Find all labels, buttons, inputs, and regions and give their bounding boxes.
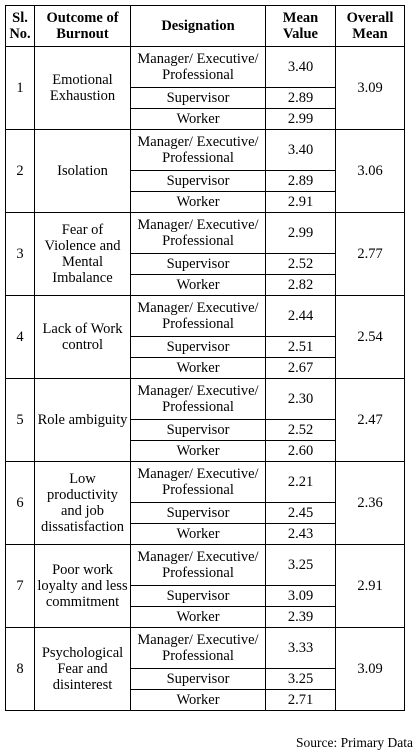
mean-value-cell: 3.25 — [266, 669, 336, 690]
designation-cell: Supervisor — [131, 420, 266, 441]
outcome-cell: Low productivity and job dissatisfaction — [35, 462, 131, 545]
overall-mean-cell: 2.47 — [336, 379, 405, 462]
mean-value-cell: 2.44 — [266, 296, 336, 337]
designation-cell: Manager/ Executive/ Professional — [131, 296, 266, 337]
overall-mean-cell: 2.91 — [336, 545, 405, 628]
table-row — [6, 47, 405, 88]
overall-mean-cell: 2.54 — [336, 296, 405, 379]
mean-value-cell: 2.39 — [266, 607, 336, 628]
designation-cell: Supervisor — [131, 171, 266, 192]
designation-cell: Manager/ Executive/ Professional — [131, 213, 266, 254]
outcome-cell: Psychological Fear and disinterest — [35, 628, 131, 711]
designation-cell: Worker — [131, 275, 266, 296]
designation-cell: Worker — [131, 109, 266, 130]
mean-value-cell: 2.99 — [266, 109, 336, 130]
overall-mean-cell: 3.06 — [336, 130, 405, 213]
header-row — [6, 6, 405, 47]
header-designation: Designation — [131, 6, 266, 47]
mean-value-cell: 2.52 — [266, 254, 336, 275]
mean-value-cell: 2.67 — [266, 358, 336, 379]
mean-value-cell: 2.51 — [266, 337, 336, 358]
mean-value-cell: 2.99 — [266, 213, 336, 254]
table-row — [6, 545, 405, 586]
designation-cell: Worker — [131, 192, 266, 213]
designation-cell: Manager/ Executive/ Professional — [131, 462, 266, 503]
mean-value-cell: 3.09 — [266, 586, 336, 607]
designation-cell: Supervisor — [131, 503, 266, 524]
outcome-cell: Poor work loyalty and less commitment — [35, 545, 131, 628]
overall-mean-cell: 3.09 — [336, 628, 405, 711]
designation-cell: Worker — [131, 690, 266, 711]
designation-cell: Worker — [131, 358, 266, 379]
table-row — [6, 296, 405, 337]
mean-value-cell: 3.25 — [266, 545, 336, 586]
designation-cell: Manager/ Executive/ Professional — [131, 545, 266, 586]
mean-value-cell: 3.40 — [266, 130, 336, 171]
outcome-cell: Lack of Work control — [35, 296, 131, 379]
designation-cell: Supervisor — [131, 669, 266, 690]
header-sl-no: Sl. No. — [6, 6, 35, 47]
table-row — [6, 379, 405, 420]
mean-value-cell: 2.82 — [266, 275, 336, 296]
sl-no-cell: 5 — [6, 379, 35, 462]
sl-no-cell: 8 — [6, 628, 35, 711]
sl-no-cell: 3 — [6, 213, 35, 296]
designation-cell: Supervisor — [131, 254, 266, 275]
designation-cell: Supervisor — [131, 337, 266, 358]
source-note: Source: Primary Data — [296, 735, 413, 750]
designation-cell: Worker — [131, 524, 266, 545]
table-row — [6, 462, 405, 503]
table-header — [6, 6, 405, 47]
designation-cell: Manager/ Executive/ Professional — [131, 47, 266, 88]
mean-value-cell: 2.60 — [266, 441, 336, 462]
mean-value-cell: 2.89 — [266, 88, 336, 109]
mean-value-cell: 2.52 — [266, 420, 336, 441]
outcome-cell: Role ambiguity — [35, 379, 131, 462]
designation-cell: Manager/ Executive/ Professional — [131, 379, 266, 420]
table-row — [6, 213, 405, 254]
sl-no-cell: 4 — [6, 296, 35, 379]
overall-mean-cell: 2.36 — [336, 462, 405, 545]
mean-value-cell: 2.30 — [266, 379, 336, 420]
mean-value-cell: 2.21 — [266, 462, 336, 503]
outcome-cell: Fear of Violence and Mental Imbalance — [35, 213, 131, 296]
designation-cell: Worker — [131, 441, 266, 462]
designation-cell: Worker — [131, 607, 266, 628]
mean-value-cell: 2.89 — [266, 171, 336, 192]
table-row — [6, 130, 405, 171]
sl-no-cell: 6 — [6, 462, 35, 545]
outcome-cell: Emotional Exhaustion — [35, 47, 131, 130]
sl-no-cell: 1 — [6, 47, 35, 130]
mean-value-cell: 2.43 — [266, 524, 336, 545]
mean-value-cell: 2.91 — [266, 192, 336, 213]
header-overall-mean: Overall Mean — [336, 6, 405, 47]
table-body — [6, 47, 405, 711]
header-mean-value: Mean Value — [266, 6, 336, 47]
mean-value-cell: 2.71 — [266, 690, 336, 711]
header-outcome: Outcome of Burnout — [35, 6, 131, 47]
mean-value-cell: 3.33 — [266, 628, 336, 669]
designation-cell: Manager/ Executive/ Professional — [131, 628, 266, 669]
table-row — [6, 628, 405, 669]
sl-no-cell: 2 — [6, 130, 35, 213]
sl-no-cell: 7 — [6, 545, 35, 628]
designation-cell: Manager/ Executive/ Professional — [131, 130, 266, 171]
overall-mean-cell: 2.77 — [336, 213, 405, 296]
mean-value-cell: 2.45 — [266, 503, 336, 524]
mean-value-cell: 3.40 — [266, 47, 336, 88]
overall-mean-cell: 3.09 — [336, 47, 405, 130]
burnout-outcome-table — [5, 5, 405, 711]
designation-cell: Supervisor — [131, 586, 266, 607]
outcome-cell: Isolation — [35, 130, 131, 213]
designation-cell: Supervisor — [131, 88, 266, 109]
